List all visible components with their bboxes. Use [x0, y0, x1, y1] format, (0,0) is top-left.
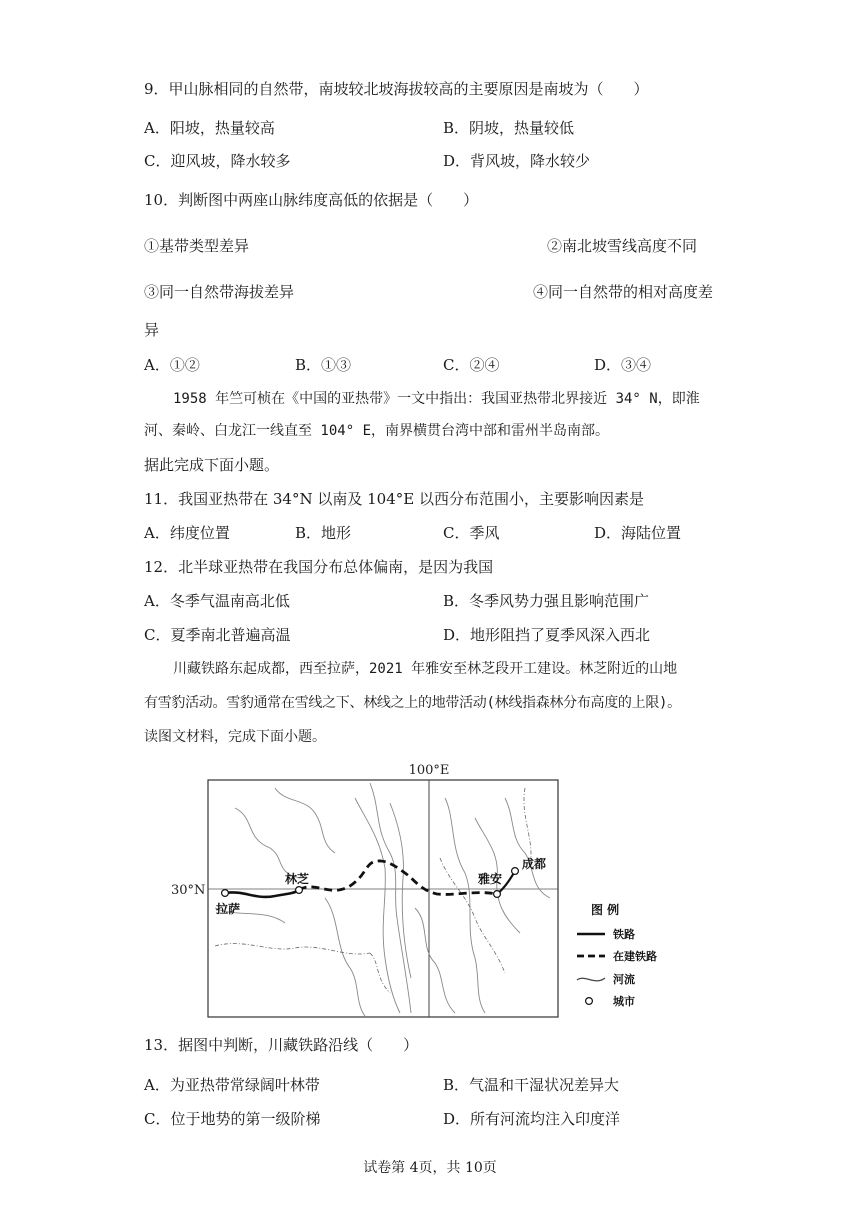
q12-option-d: D．地形阻挡了夏季风深入西北 — [443, 626, 651, 644]
q9-option-a: A．阳坡，热量较高 — [144, 119, 275, 137]
q12-option-b: B．冬季风势力强且影响范围广 — [443, 592, 650, 610]
map-frame — [208, 780, 558, 1017]
city-chengdu-marker — [512, 868, 519, 875]
q10-option-d: D．③④ — [594, 356, 652, 374]
legend-city-label: 城市 — [613, 995, 635, 1008]
city-nyingchi-label: 林芝 — [285, 872, 310, 886]
q11-option-d: D．海陆位置 — [594, 524, 682, 542]
q10-item-2: ②南北坡雪线高度不同 — [547, 237, 698, 255]
city-chengdu-label: 成都 — [522, 857, 547, 871]
city-lhasa-marker — [222, 890, 229, 897]
q11-option-a: A．纬度位置 — [144, 524, 230, 542]
passage2-line3: 读图文材料，完成下面小题。 — [144, 729, 326, 745]
meridian-label: 100°E — [408, 763, 450, 778]
legend-title: 图 例 — [591, 903, 620, 917]
q13-stem: 13．据图中判断，川藏铁路沿线（ ） — [144, 1036, 419, 1054]
q10-option-b: B．①③ — [295, 356, 352, 374]
legend-river-label: 河流 — [613, 973, 635, 986]
q10-stem: 10．判断图中两座山脉纬度高低的依据是（ ） — [144, 191, 479, 209]
q10-item-4-cont: 异 — [144, 321, 160, 339]
passage1-line3: 据此完成下面小题。 — [144, 456, 280, 474]
parallel-label: 30°N — [171, 883, 206, 898]
q11-option-c: C．季风 — [443, 524, 500, 542]
city-nyingchi-marker — [296, 887, 303, 894]
q11-stem: 11．我国亚热带在 34°N 以南及 104°E 以西分布范围小，主要影响因素是 — [144, 490, 644, 508]
q9-stem: 9．甲山脉相同的自然带，南坡较北坡海拔较高的主要原因是南坡为（ ） — [144, 80, 649, 98]
q12-option-c: C．夏季南北普遍高温 — [144, 626, 291, 644]
q9-option-b: B．阴坡，热量较低 — [443, 119, 575, 137]
q10-option-a: A．①② — [144, 356, 200, 374]
q10-item-1: ①基带类型差异 — [144, 237, 250, 255]
q10-option-c: C．②④ — [443, 356, 500, 374]
passage1-line2: 河、秦岭、白龙江一线直至 104° E，南界横贯台湾中部和雷州半岛南部。 — [144, 423, 609, 439]
q13-option-d: D．所有河流均注入印度洋 — [443, 1110, 621, 1128]
legend-city-symbol — [586, 998, 593, 1005]
sichuan-tibet-railway-map — [171, 758, 675, 1020]
q9-option-c: C．迎风坡，降水较多 — [144, 152, 291, 170]
legend-construction-label: 在建铁路 — [613, 950, 657, 963]
map-legend — [577, 902, 657, 1008]
q13-option-c: C．位于地势的第一级阶梯 — [144, 1110, 321, 1128]
q10-item-4: ④同一自然带的相对高度差 — [533, 283, 714, 301]
passage2-line1: 川藏铁路东起成都，西至拉萨，2021 年雅安至林芝段开工建设。林芝附近的山地 — [173, 661, 678, 677]
passage2-line2: 有雪豹活动。雪豹通常在雪线之下、林线之上的地带活动(林线指森林分布高度的上限)。 — [144, 695, 681, 711]
city-lhasa-label: 拉萨 — [216, 902, 241, 916]
q12-stem: 12．北半球亚热带在我国分布总体偏南，是因为我国 — [144, 558, 494, 576]
q11-option-b: B．地形 — [295, 524, 352, 542]
legend-river-symbol — [577, 978, 605, 981]
q9-option-d: D．背风坡，降水较少 — [443, 152, 591, 170]
page-footer: 试卷第 4页，共 10页 — [363, 1160, 497, 1176]
city-yaan-marker — [494, 891, 501, 898]
city-yaan-label: 雅安 — [478, 872, 503, 886]
passage1-line1: 1958 年竺可桢在《中国的亚热带》一文中指出：我国亚热带北界接近 34° N，即淮 — [173, 391, 700, 407]
q13-option-a: A．为亚热带常绿阔叶林带 — [144, 1076, 320, 1094]
q10-item-3: ③同一自然带海拔差异 — [144, 283, 295, 301]
q12-option-a: A．冬季气温南高北低 — [144, 592, 290, 610]
legend-railway-label: 铁路 — [613, 928, 635, 941]
q13-option-b: B．气温和干湿状况差异大 — [443, 1076, 620, 1094]
